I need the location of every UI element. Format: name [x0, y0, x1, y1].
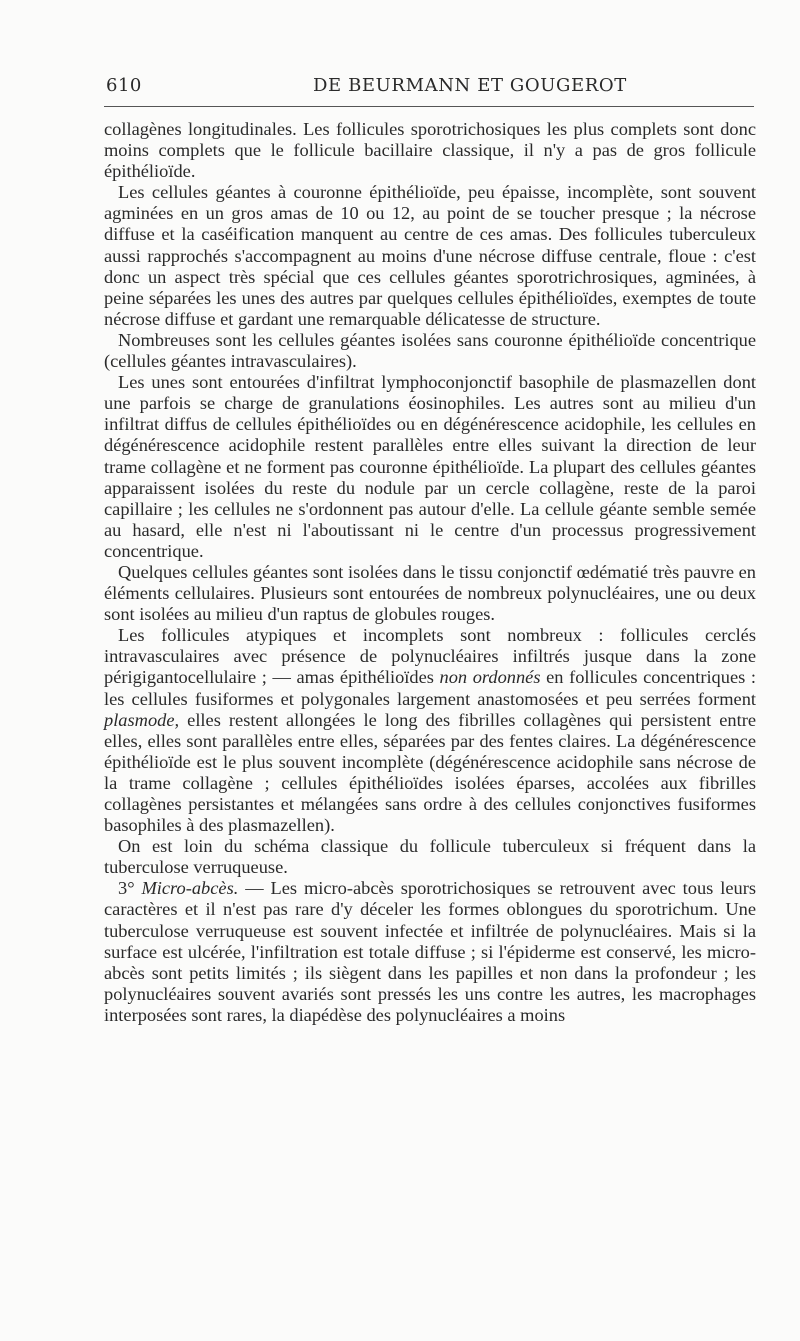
paragraph: On est loin du schéma classique du follicule tuberculeux si fréquent dans la tuberculose verruqueuse.: [104, 836, 756, 878]
running-head-title: DE BEURMANN ET GOUGEROT: [313, 75, 627, 96]
paragraph: Les cellules géantes à couronne épithélioïde, peu épaisse, incomplète, sont souvent agminées en un gros amas de 10 ou 12, au point de se toucher presque ; la nécrose diffuse et la caséification manquent au centre de ces amas. Des follicules tuberculeux aussi rapprochés s'accompagnent au moins d'une nécrose diffuse centrale, floue : c'est donc un aspect très spécial que ces cellules géantes sporotrichrosiques, agminées, à peine séparées les unes des autres par quelques cellules épithélioïdes, exemptes de toute nécrose diffuse et gardant une remarquable délicatesse de structure.: [104, 182, 756, 329]
text-span: Les follicules atypiques et incomplets sont nombreux : follicules cerclés intravasculaires avec présence de polynucléaires infiltrés jusque dans la zone périgigantocellulaire ; — amas épithélioïdes: [104, 625, 756, 688]
page-body: [104, 119, 756, 1026]
text-span: en follicules concentriques : les cellules fusiformes et polygonales largement anastomosées et peu serrées forment: [104, 667, 756, 709]
section-title: Micro-abcès.: [141, 878, 239, 899]
text-span: elles restent allongées le long des fibrilles collagènes qui persistent entre elles, elles sont parallèles entre elles, séparées par des fentes claires. La dégénérescence épithélioïde est le plus souvent incomplète (dégénérescence acidophile sans nécrose de la trame collagène ; cellules épithélioïdes isolées éparses, accolées aux fibrilles collagènes persistantes et mélangées sans ordre à des cellules conjonctives fusiformes basophiles à des plasmazellen).: [104, 709, 756, 836]
paragraph: collagènes longitudinales. Les follicules sporotrichosiques les plus complets sont donc moins complets que le follicule bacillaire classique, il n'y a pas de gros follicule épithélioïde.: [104, 119, 756, 182]
paragraph: Nombreuses sont les cellules géantes isolées sans couronne épithélioïde concentrique (cellules géantes intravasculaires).: [104, 329, 756, 372]
header-rule: [104, 106, 754, 107]
paragraph: Les unes sont entourées d'infiltrat lymphoconjonctif basophile de plasmazellen dont une parfois se charge de granulations éosinophiles. Les autres sont au milieu d'un infiltrat diffus de cellules épithélioïdes ou en dégénérescence acidophile, les cellules en dégénérescence acidophile restent parallèles entre elles suivant la direction de leur trame collagène et ne forment pas couronne épithélioïde. La plupart des cellules géantes apparaissent isolées du reste du nodule par un cercle collagène, reste de la paroi capillaire ; les cellules ne s'ordonnent pas autour d'elle. La cellule géante semble semée au hasard, elle n'est ni l'aboutissant ni le centre d'un processus progressivement concentrique.: [104, 372, 756, 561]
page-number: 610: [106, 75, 142, 96]
section-micro-abces: [104, 878, 756, 1026]
section-number: 3°: [118, 878, 135, 899]
section-text: — Les micro-abcès sporotrichosiques se retrouvent avec tous leurs caractères et il n'est pas rare d'y déceler les formes oblongues du sporotrichum. Une tuberculose verruqueuse est souvent infectée et infiltrée de polynucléaires. Mais si la surface est ulcérée, l'infiltration est totale diffuse ; si l'épiderme est conservé, les micro-abcès sont petits limités ; ils siègent dans les papilles et non dans la profondeur ; les polynucléaires souvent avariés sont pressés les uns contre les autres, les macrophages interposées sont rares, la diapédèse des polynucléaires a moins: [104, 878, 756, 1025]
emphasis: non ordonnés: [439, 667, 541, 688]
paragraph: Quelques cellules géantes sont isolées dans le tissu conjonctif œdématié très pauvre en éléments cellulaires. Plusieurs sont entourées de nombreux polynucléaires, une ou deux sont isolées au milieu d'un raptus de globules rouges.: [104, 561, 756, 625]
running-header: [106, 69, 756, 99]
paragraph-follicules: [104, 625, 756, 836]
emphasis: plasmode,: [104, 709, 180, 730]
